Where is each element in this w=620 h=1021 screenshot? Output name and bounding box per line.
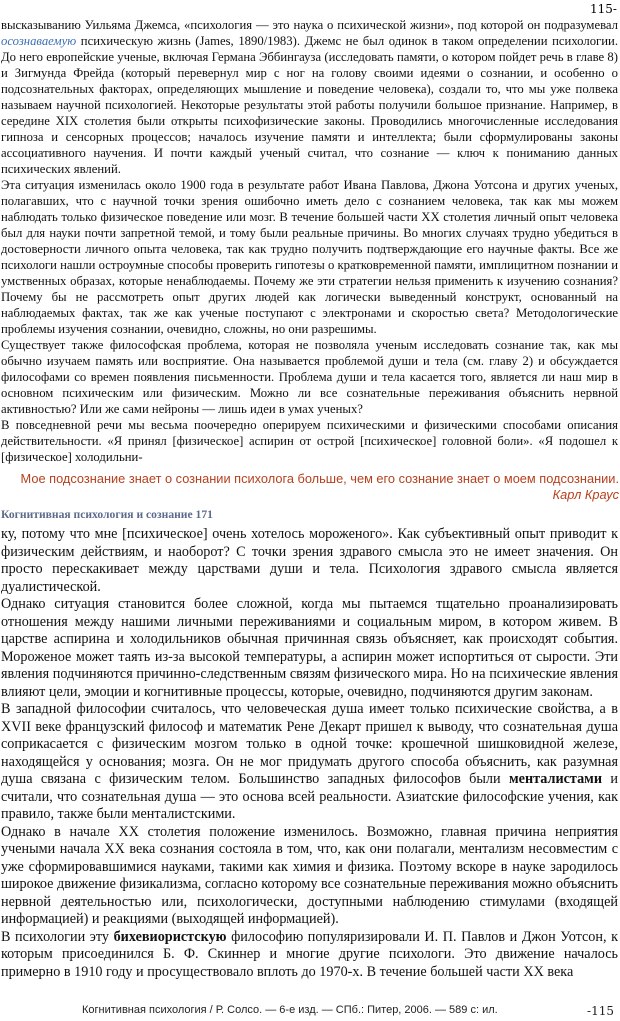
footer-citation: Когнитивная психология / Р. Солсо. — 6-е изд. — СПб.: Питер, 2006. — 589 с: ил. (82, 1004, 498, 1016)
chapter-header: Когнитивная психология и сознание 171 (1, 508, 213, 521)
paragraph-text: философию популяризировали И. П. Павлов и Джон Уотсон, к которым присоединился Б. Ф. Скиннер и многие другие психологи. Это движение началось примерно в 1910 году и просуществовало вплоть до 1970-х. В течение большей части XX века (1, 928, 619, 980)
paragraph-text: В психологии эту (1, 928, 114, 945)
paragraph (1, 929, 618, 982)
paragraph-text: психическую жизнь (James, 1890/1983). Джемс не был одинок в таком определении психологии. До него европейские ученые, включая Германа Эббингауза (исследовать памяти, о котором пойдет речь в главе 8) и Зигмунда Фрейда (который перевернул мир с ног на голову своими идеями о сознании, и особенно о подсознательных факторах, определяющих мышление и поведение человека), создали то, что мы уже полвека называем научной психологией. Некоторые результаты этой работы получили большое признание. Например, в середине XIX столетия были открыты психофизические законы. Проводились многочисленные исследования гипноза и сенсорных процессов; началось изучение памяти и интеллекта; были сформулированы законы ассоциативного научения. И почти каждый ученый считал, что сознание — ключ к пониманию данных психических явлений. (1, 34, 618, 176)
page-number-top: 115- (590, 2, 617, 16)
paragraph (1, 701, 618, 824)
paragraph-text: В западной философии считалось, что человеческая душа имеет только психические свойства, а в XVII веке французский философ и математик Рене Декарт пришел к выводу, что сознательная душа соприкасается с физическим мозгом только в одной точке: крошечной шишковидной железе, находящейся у основания; мозга. Он не мог придумать другого способа объяснить, как разумная душа связана с физическим телом. Большинство западных философов были (1, 701, 618, 787)
paragraph: Существует также философская проблема, которая не позволяла ученым исследовать сознание так, как мы обычно изучаем память или восприятие. Она называется проблемой души и тела (см. главу 2) и обсуждается философами со времен появления письменности. Проблема души и тела касается того, является ли наш мир в основном психическим или физическим. Можно ли все сознательные переживания объяснить нервной активностью? Или же сами нейроны — лишь идеи в умах ученых? (1, 338, 618, 416)
bold-term: бихевиористскую (113, 928, 227, 945)
paragraph-text: и считали, что сознательная душа — это основа всей реальности. Азиатские философские учения, как правило, также были менталистскими. (1, 771, 618, 822)
text-block-lower (1, 526, 618, 981)
paragraph-text: высказыванию Уильяма Джемса, «психология — это наука о психической жизни», под которой он подразумевал (1, 18, 618, 32)
paragraph: ку, потому что мне [психическое] очень хотелось мороженого». Как субъективный опыт приводит к физическим действиям, и наоборот? С точки зрения здравого смысла это не имеет значения. Он просто перескакивает между царствами души и тела. Психология здравого смысла является дуалистической. (1, 526, 618, 595)
text-block-upper (1, 17, 618, 465)
paragraph: В повседневной речи мы весьма поочередно оперируем психическими и физическими способами описания действительности. «Я принял [физическое] аспирин от острой [психическое] головной боли». «Я подошел к [физическое] холодильни- (1, 418, 618, 464)
highlighted-term: осознаваемую (1, 34, 77, 48)
paragraph: Однако ситуация становится более сложной, когда мы пытаемся тщательно проанализировать отношения между нашими личными переживаниями и социальным миром, в котором живем. В царстве аспирина и холодильников обычная причинная связь объясняет, как происходят события. Мороженое может таять из-за высокой температуры, а аспирин может испортиться от сырости. Эти явления подчиняются причинно-следственным связям физического мира. Но на психические явления влияют цели, эмоции и когнитивные процессы, которые, очевидно, подчиняются другим законам. (1, 596, 618, 700)
paragraph (1, 17, 618, 177)
paragraph: Эта ситуация изменилась около 1900 года в результате работ Ивана Павлова, Джона Уотсона и других ученых, полагавших, что с научной точки зрения ошибочно иметь дело с сознанием человека, так как мы можем наблюдать только физическое поведение или мозг. В течение большей части XX столетия личный опыт человека был для науки почти запретной темой, и тому были реальные причины. Во многих случаях трудно убедиться в достоверности личного опыта человека, так как трудно получить подтверждающие его научные факты. Все же психологи нашли остроумные способы проверить гипотезы о кратковременной памяти, имплицитном познании и умственных образах, которые ненаблюдаемы. Почему же эти стратегии нельзя применить к изучению сознания? Почему бы не рассмотреть опыт других людей как логически выведенный конструкт, основанный на наблюдаемых фактах, так же как ученые поступают с электронами и скоростью света? Методологические проблемы изучения сознании, очевидно, сложны, но они разрешимы. (1, 178, 619, 336)
paragraph: Однако в начале XX столетия положение изменилось. Возможно, главная причина неприятия учеными начала XX века сознания состояла в том, что, как они полагали, ментализм несовместим с уже сформировавшимися науками, такими как химия и физика. Поэтому вскоре в науке зародилось широкое движение физикализма, согласно которому все сознательные переживания можно объяснить нервной деятельностью или, психологически, доступными наблюдению стимулами (входящей информацией) и реакциями (выходящей информацией). (1, 823, 618, 927)
page-number-bottom: -115 (587, 1004, 614, 1018)
quote-author: Карл Краус (552, 487, 619, 502)
epigraph-quote (10, 471, 619, 503)
bold-term: менталистами (509, 771, 603, 787)
quote-text: Мое подсознание знает о сознании психолога больше, чем его сознание знает о моем подсознании. (20, 471, 619, 486)
